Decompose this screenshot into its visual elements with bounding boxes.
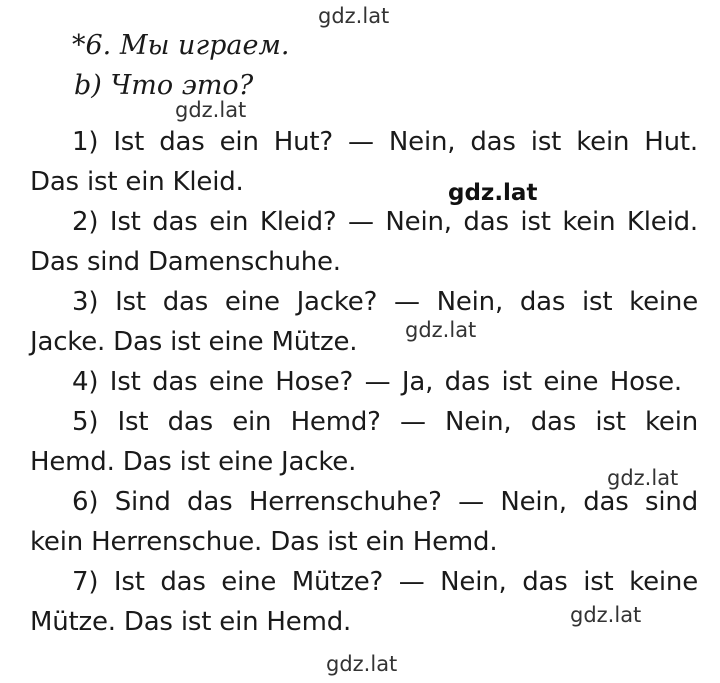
watermark: gdz.lat <box>175 98 247 122</box>
watermark: gdz.lat <box>607 466 679 490</box>
exercise-subtitle: b) Что это? <box>74 70 254 101</box>
answer-6-line-2: kein Herrenschue. Das ist ein Hemd. <box>30 527 498 557</box>
answer-6-line-1: 6) Sind das Herrenschuhe? — Nein, das sind <box>72 487 698 517</box>
answer-3-line-1: 3) Ist das eine Jacke? — Nein, das ist keine <box>72 287 698 317</box>
watermark: gdz.lat <box>318 4 390 28</box>
watermark: gdz.lat <box>570 603 642 627</box>
answer-1-line-1: 1) Ist das ein Hut? — Nein, das ist kein Hut. <box>72 127 698 157</box>
answer-5-line-2: Hemd. Das ist eine Jacke. <box>30 447 357 477</box>
watermark: gdz.lat <box>448 180 538 206</box>
answer-5-line-1: 5) Ist das ein Hemd? — Nein, das ist kein <box>72 407 698 437</box>
answer-1-line-2: Das ist ein Kleid. <box>30 167 244 197</box>
exercise-title: *6. Мы играем. <box>72 30 290 61</box>
answer-2-line-1: 2) Ist das ein Kleid? — Nein, das ist kein Kleid. <box>72 207 698 237</box>
answer-2-line-2: Das sind Damenschuhe. <box>30 247 341 277</box>
answer-7-line-2: Mütze. Das ist ein Hemd. <box>30 607 352 637</box>
answer-3-line-2: Jacke. Das ist eine Mütze. <box>30 327 358 357</box>
answer-7-line-1: 7) Ist das eine Mütze? — Nein, das ist keine <box>72 567 698 597</box>
answer-4-line-1: 4) Ist das eine Hose? — Ja, das ist eine Hose. <box>72 367 682 397</box>
watermark: gdz.lat <box>405 318 477 342</box>
watermark: gdz.lat <box>326 652 398 676</box>
